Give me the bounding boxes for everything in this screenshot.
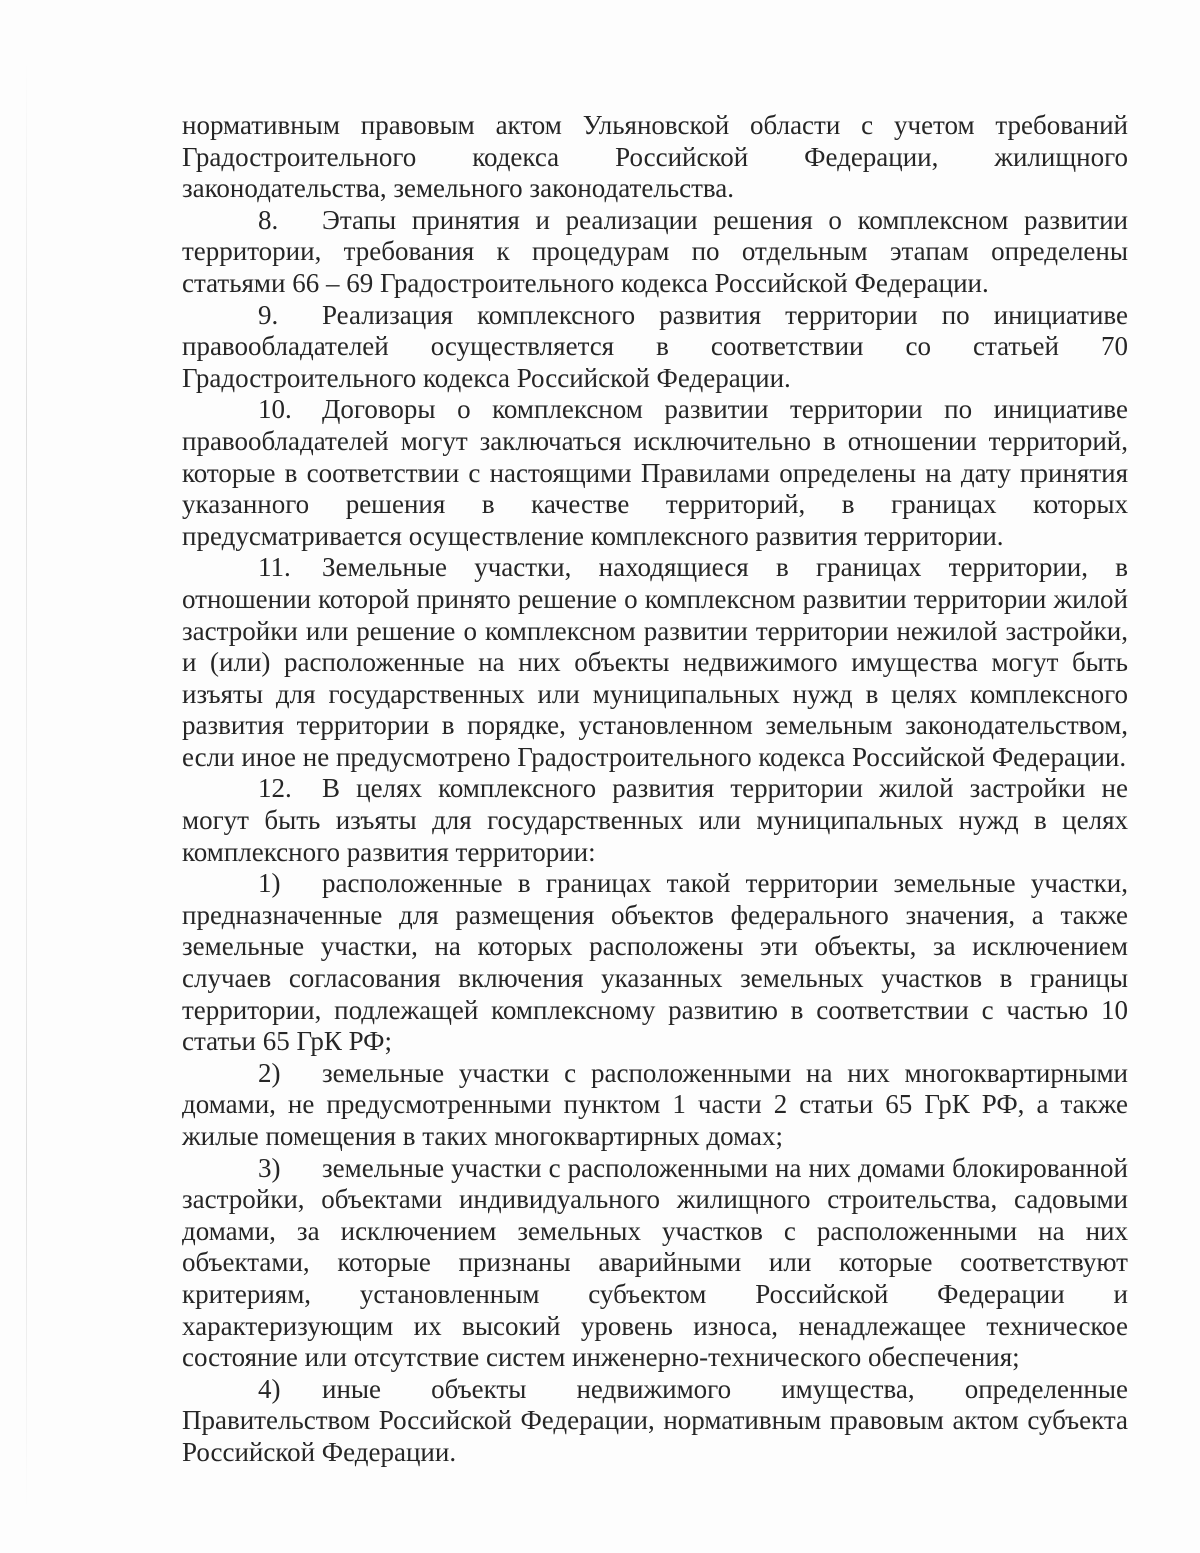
paragraph-text: Договоры о комплексном развитии территории по инициативе правообладателей могут заключаться исключительно в отношении территорий, которые в соответствии с настоящими Правилами определены на дату принятия указанного решения в качестве территорий, в границах которых предусматривается осуществление комплексного развития территории.: [182, 394, 1128, 551]
list-item-text: земельные участки с расположенными на них многоквартирными домами, не предусмотренными пунктом 1 части 2 статьи 65 ГрК РФ, а также жилые помещения в таких многоквартирных домах;: [182, 1057, 1128, 1151]
list-item-4: [182, 1374, 1128, 1469]
paragraph-continuation: [182, 110, 1128, 205]
paragraph-11: [182, 552, 1128, 773]
list-item-text: земельные участки с расположенными на них домами блокированной застройки, объектами индивидуального жилищного строительства, садовыми домами, за исключением земельных участков с расположенными на них объектами, которые признаны аварийными или которые соответствуют критериям, установленным субъектом Российской Федерации и характеризующим их высокий уровень износа, ненадлежащее техническое состояние или отсутствие систем инженерно-технического обеспечения;: [182, 1152, 1128, 1373]
list-item-1: [182, 868, 1128, 1058]
list-item-3: [182, 1153, 1128, 1374]
paragraph-number: 12.: [258, 773, 292, 804]
list-item-2: [182, 1058, 1128, 1153]
paragraph-9: [182, 300, 1128, 395]
document-body: [182, 110, 1128, 1469]
paragraph-number: 9.: [258, 299, 279, 330]
paragraph-text: нормативным правовым актом Ульяновской области с учетом требований Градостроительного кодекса Российской Федерации, жилищного законодательства, земельного законодательства.: [182, 110, 1128, 204]
paragraph-number: 11.: [258, 552, 291, 583]
paragraph-text: В целях комплексного развития территории жилой застройки не могут быть изъяты для государственных или муниципальных нужд в целях комплексного развития территории:: [182, 773, 1128, 867]
paragraph-number: 10.: [258, 394, 292, 425]
scan-edge-shadow: [26, 60, 27, 1510]
paragraph-text: Этапы принятия и реализации решения о комплексном развитии территории, требования к процедурам по отдельным этапам определены статьями 66 – 69 Градостроительного кодекса Российской Федерации.: [182, 204, 1128, 298]
list-item-number: 4): [258, 1373, 281, 1404]
list-item-text: иные объекты недвижимого имущества, определенные Правительством Российской Федерации, нормативным правовым актом субъекта Российской Федерации.: [182, 1373, 1128, 1467]
list-item-number: 3): [258, 1152, 281, 1183]
paragraph-number: 8.: [258, 204, 279, 235]
paragraph-text: Реализация комплексного развития территории по инициативе правообладателей осуществляется в соответствии со статьей 70 Градостроительного кодекса Российской Федерации.: [182, 299, 1128, 393]
paragraph-8: [182, 205, 1128, 300]
paragraph-12: [182, 773, 1128, 868]
list-item-text: расположенные в границах такой территории земельные участки, предназначенные для размещения объектов федерального значения, а также земельные участки, на которых расположены эти объекты, за исключением случаев согласования включения указанных земельных участков в границы территории, подлежащей комплексному развитию в соответствии с частью 10 статьи 65 ГрК РФ;: [182, 868, 1128, 1057]
list-item-number: 2): [258, 1057, 281, 1088]
paragraph-text: Земельные участки, находящиеся в границах территории, в отношении которой принято решение о комплексном развитии территории жилой застройки или решение о комплексном развитии территории нежилой застройки, и (или) расположенные на них объекты недвижимого имущества могут быть изъяты для государственных или муниципальных нужд в целях комплексного развития территории в порядке, установленном земельным законодательством, если иное не предусмотрено Градостроительного кодекса Российской Федерации.: [182, 552, 1128, 772]
list-item-number: 1): [258, 868, 281, 899]
paragraph-10: [182, 394, 1128, 552]
